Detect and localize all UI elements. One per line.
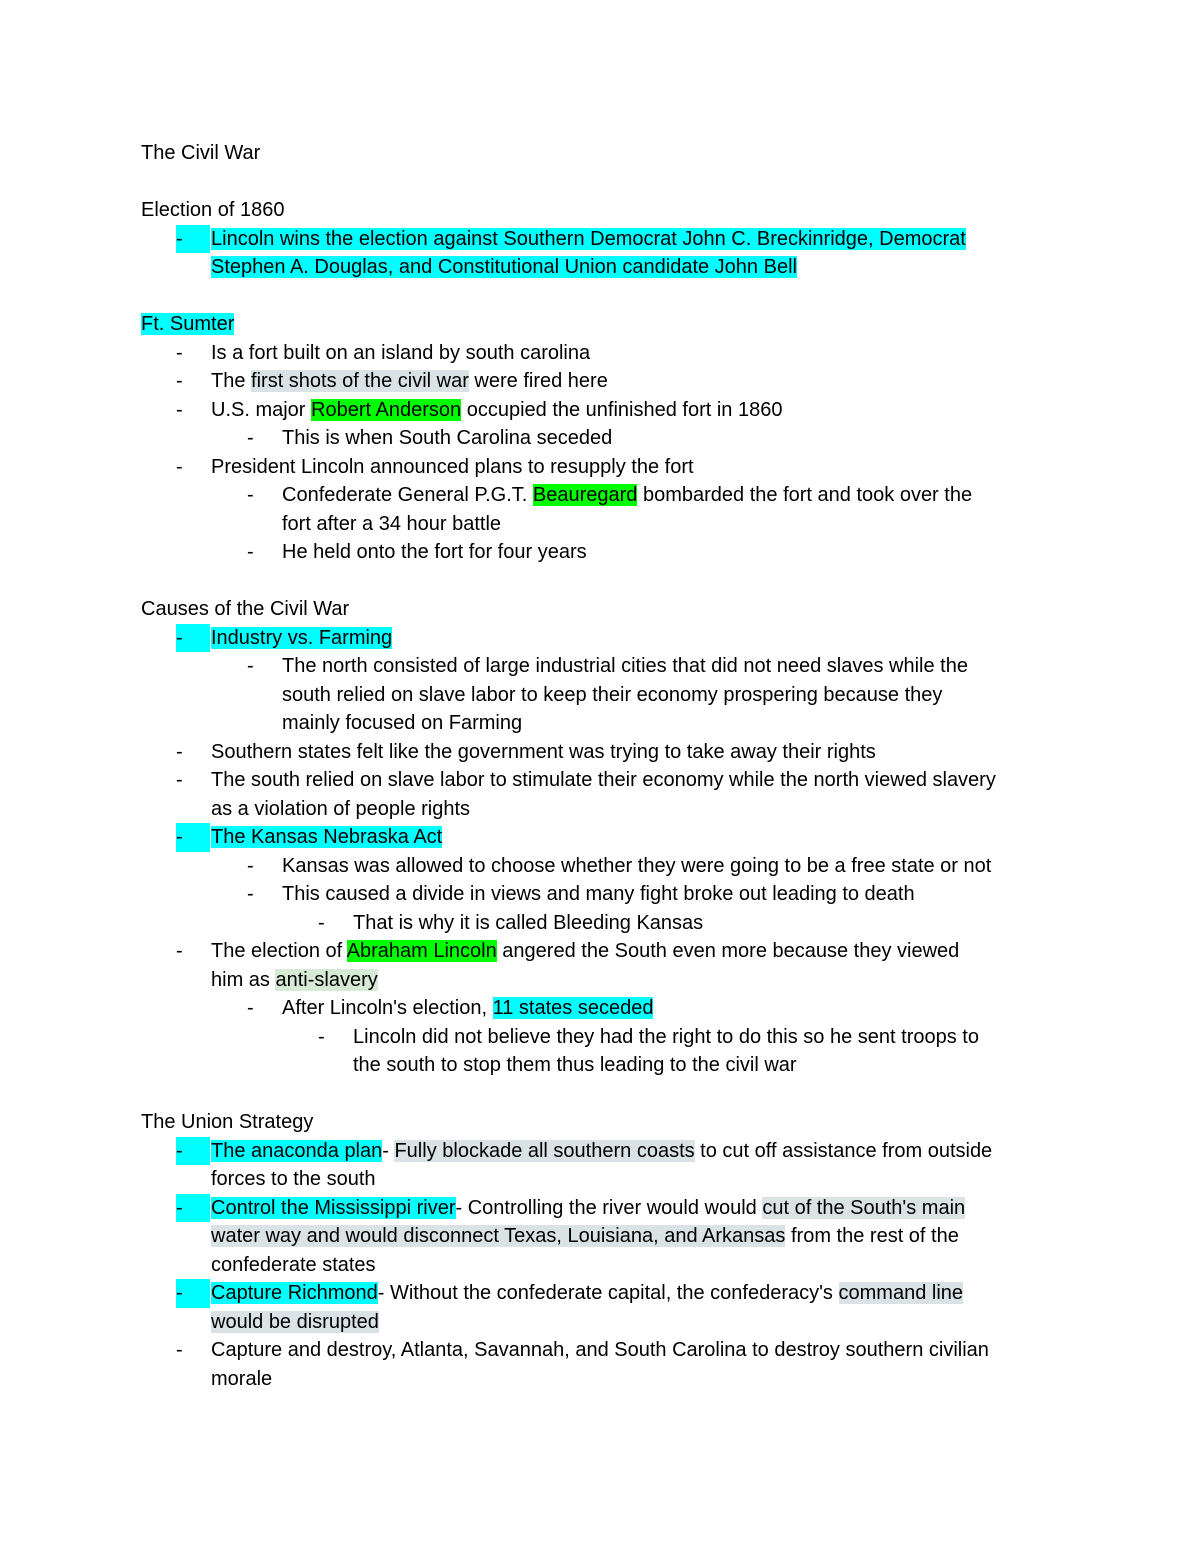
bullet-dash: - [247, 883, 254, 905]
list-item [141, 624, 1071, 653]
list-item-text: President Lincoln announced plans to resupply the fort [211, 455, 694, 478]
list-item [141, 396, 1071, 425]
text-run: bombarded the fort and took over the [637, 484, 973, 506]
list-item [141, 1137, 1071, 1194]
section-heading-causes: Causes of the Civil War [141, 598, 350, 620]
list-item-text: Industry vs. Farming [211, 626, 393, 649]
list-item [141, 1023, 1071, 1080]
list-item-text: The north consisted of large industrial cities that did not need slaves while the [282, 655, 968, 677]
list-item [141, 880, 1071, 909]
list-item [141, 1279, 1071, 1336]
text-run: The [211, 370, 252, 392]
section-heading-union: The Union Strategy [141, 1111, 314, 1133]
highlight: anti-slavery [275, 968, 378, 991]
bullet-dash: - [176, 769, 183, 791]
text-run: from the rest of the [785, 1225, 959, 1247]
list-item [141, 909, 1071, 938]
list-item-text: the south to stop them thus leading to the civil war [353, 1054, 797, 1076]
highlight: water way and would disconnect Texas, Louisiana, and Arkansas [211, 1225, 786, 1247]
list-item-text: Southern states felt like the government was trying to take away their rights [211, 740, 876, 763]
bullet-dash: - [176, 455, 183, 478]
list-item-text: The Kansas Nebraska Act [211, 826, 443, 848]
text-run: were fired here [468, 370, 608, 392]
list-item-text: south relied on slave labor to keep their economy prospering because they [282, 683, 943, 706]
bullet-dash: - [247, 854, 254, 877]
highlight: would be disrupted [211, 1310, 379, 1333]
text-run: him as [211, 968, 276, 991]
text-run: - [382, 1139, 395, 1162]
highlight: Abraham Lincoln [346, 940, 497, 962]
highlight: Beauregard [532, 484, 638, 506]
highlight: The anaconda plan [211, 1139, 383, 1162]
list-item-text: confederate states [211, 1253, 376, 1276]
list-item-text: This caused a divide in views and many fight broke out leading to death [282, 883, 915, 905]
bullet-dash: - [176, 740, 183, 763]
bullet-dash: - [176, 624, 210, 653]
bullet-dash: - [247, 541, 254, 563]
list-item-text: as a violation of people rights [211, 797, 471, 820]
text-run: - Without the confederate capital, the confederacy's [377, 1282, 839, 1304]
bullet-dash: - [176, 940, 183, 962]
bullet-dash: - [247, 997, 254, 1019]
list-item [141, 937, 1071, 994]
list-item-text: The south relied on slave labor to stimulate their economy while the north viewed slavery [211, 769, 996, 791]
list-item [141, 339, 1071, 368]
section-heading-sumter: Ft. Sumter [141, 313, 235, 335]
bullet-dash: - [176, 823, 210, 852]
list-item [141, 994, 1071, 1023]
list-item-text: forces to the south [211, 1168, 376, 1190]
section-heading-election: Election of 1860 [141, 199, 285, 221]
highlight: cut of the South's main [762, 1196, 966, 1219]
list-item [141, 424, 1071, 453]
list-item [141, 766, 1071, 823]
text-run: occupied the unfinished fort in 1860 [461, 398, 783, 421]
bullet-dash: - [176, 370, 183, 392]
highlight: 11 states seceded [492, 997, 654, 1019]
bullet-dash: - [176, 341, 183, 364]
list-item-text: That is why it is called Bleeding Kansas [353, 911, 704, 934]
list-item-text: Lincoln did not believe they had the right to do this so he sent troops to [353, 1025, 979, 1048]
list-item [141, 225, 1071, 282]
text-run: angered the South even more because they viewed [496, 940, 960, 962]
document-title: The Civil War [141, 142, 261, 164]
list-item [141, 481, 1071, 538]
list-item-text: Kansas was allowed to choose whether they were going to be a free state or not [282, 854, 992, 877]
list-item [141, 738, 1071, 767]
highlight: Fully blockade all southern coasts [394, 1139, 695, 1162]
text-run: to cut off assistance from outside [694, 1139, 993, 1162]
list-item-text: mainly focused on Farming [282, 712, 523, 734]
list-item [141, 823, 1071, 852]
bullet-dash: - [176, 225, 210, 254]
text-run: U.S. major [211, 398, 312, 421]
bullet-dash: - [176, 1279, 210, 1308]
highlight: Robert Anderson [311, 398, 462, 421]
list-item-text: morale [211, 1367, 273, 1390]
bullet-dash: - [176, 1137, 210, 1166]
text-run: After Lincoln's election, [282, 997, 493, 1019]
text-run: - Controlling the river would would [455, 1196, 763, 1219]
text-run: Confederate General P.G.T. [282, 484, 533, 506]
list-item-text: Is a fort built on an island by south carolina [211, 341, 591, 364]
bullet-dash: - [176, 1194, 210, 1223]
list-item [141, 538, 1071, 567]
bullet-dash: - [247, 655, 254, 677]
list-item-text: fort after a 34 hour battle [282, 512, 502, 535]
list-item [141, 1194, 1071, 1280]
list-item-text: Capture and destroy, Atlanta, Savannah, and South Carolina to destroy southern civilian [211, 1339, 989, 1361]
highlight: first shots of the civil war [251, 370, 469, 392]
list-item [141, 367, 1071, 396]
list-item-text: This is when South Carolina seceded [282, 427, 613, 449]
highlight: Capture Richmond [211, 1282, 378, 1304]
highlight: Control the Mississippi river [211, 1196, 456, 1219]
list-item-text: Stephen A. Douglas, and Constitutional Union candidate John Bell [211, 256, 797, 278]
highlight: command line [838, 1282, 964, 1304]
bullet-dash: - [176, 1339, 183, 1361]
text-run: The election of [211, 940, 347, 962]
list-item [141, 453, 1071, 482]
bullet-dash: - [247, 427, 254, 449]
list-item-text: Lincoln wins the election against Southern Democrat John C. Breckinridge, Democrat [211, 227, 966, 250]
list-item [141, 652, 1071, 738]
bullet-dash: - [247, 484, 254, 506]
list-item [141, 1336, 1071, 1393]
bullet-dash: - [318, 911, 325, 934]
bullet-dash: - [176, 398, 183, 421]
document-page [141, 139, 1071, 1393]
list-item-text: He held onto the fort for four years [282, 541, 587, 563]
list-item [141, 852, 1071, 881]
bullet-dash: - [318, 1025, 325, 1048]
